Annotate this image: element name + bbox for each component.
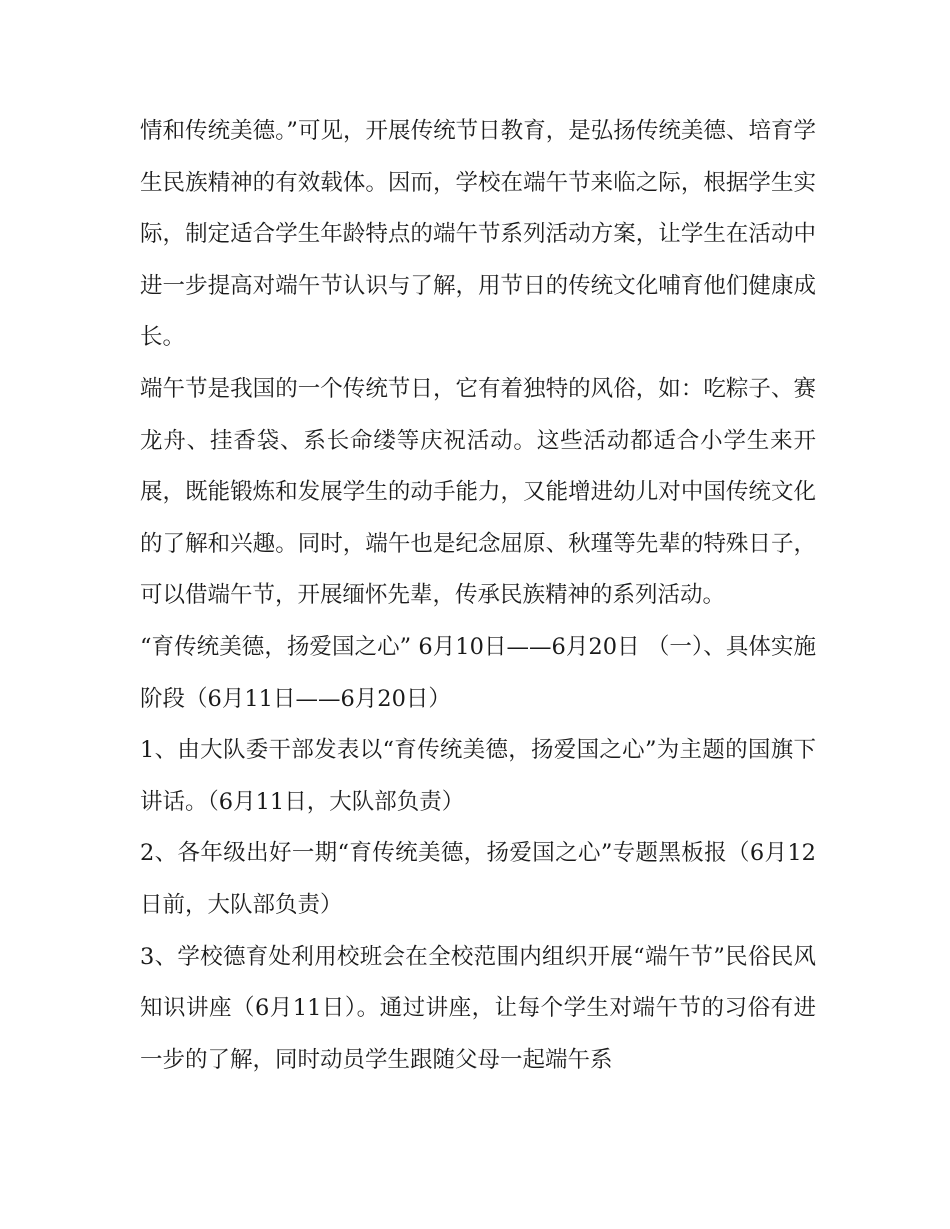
paragraph-intro-continued: 情和传统美德。”可见，开展传统节日教育，是弘扬传统美德、培育学生民族精神的有效载体。因而，学校在端午节来临之际，根据学生实际，制定适合学生年龄特点的端午节系列活动方案，让学生在活动中进一步提高对端午节认识与了解，用节日的传统文化哺育他们健康成长。 xyxy=(140,118,816,351)
list-item-blackboard: 2、各年级出好一期“育传统美德，扬爱国之心”专题黑板报（6月12日前，大队部负责） xyxy=(140,840,816,918)
document-body xyxy=(140,106,816,1086)
list-item-lecture: 3、学校德育处利用校班会在全校范围内组织开展“端午节”民俗民风知识讲座（6月11日）。通过讲座，让每个学生对端午节的习俗有进一步的了解，同时动员学生跟随父母一起端午系 xyxy=(140,943,816,1073)
paragraph-theme-and-schedule: “育传统美德，扬爱国之心” 6月10日——6月20日 （一）、具体实施阶段（6月11日——6月20日） xyxy=(140,633,816,712)
paragraph-dragon-boat-customs: 端午节是我国的一个传统节日，它有着独特的风俗，如：吃粽子、赛龙舟、挂香袋、系长命缕等庆祝活动。这些活动都适合小学生来开展，既能锻炼和发展学生的动手能力，又能增进幼儿对中国传统文化的了解和兴趣。同时，端午也是纪念屈原、秋瑾等先辈的特殊日子，可以借端午节，开展缅怀先辈，传承民族精神的系列活动。 xyxy=(140,375,816,609)
list-item-flag-speech: 1、由大队委干部发表以“育传统美德，扬爱国之心”为主题的国旗下讲话。（6月11日，大队部负责） xyxy=(140,737,816,815)
